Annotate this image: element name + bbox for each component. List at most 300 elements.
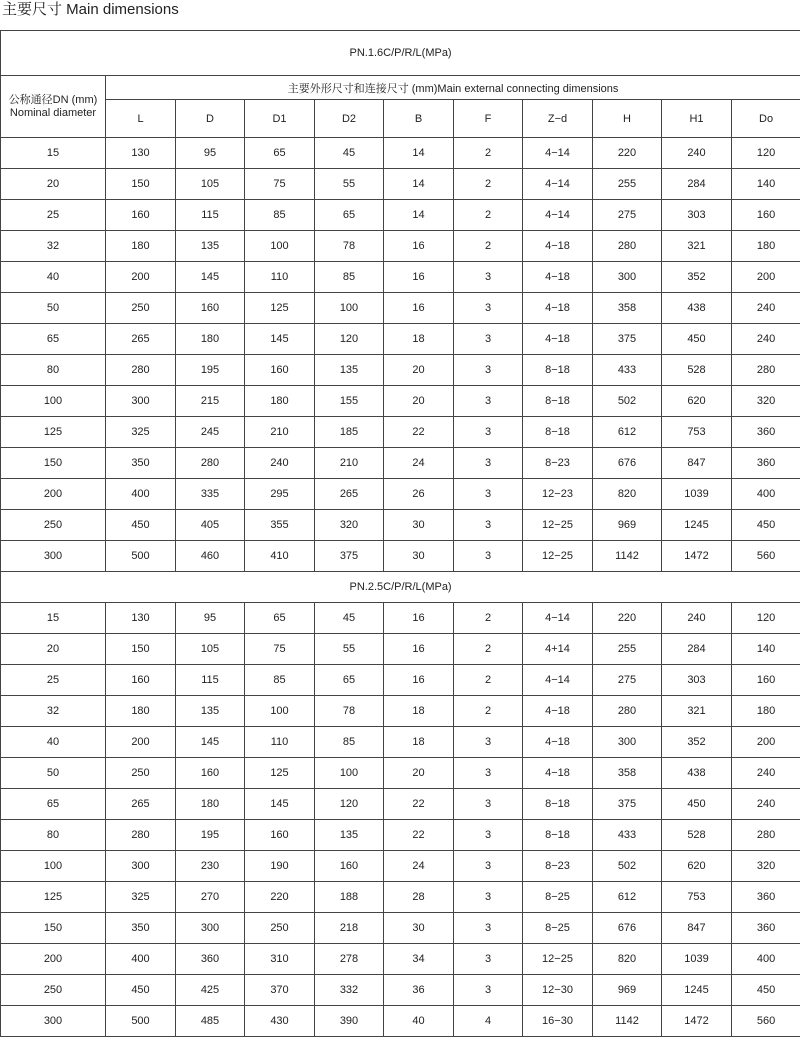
table-row: [1, 448, 800, 479]
table-cell: 2: [454, 665, 523, 696]
table-cell: 500: [106, 1006, 176, 1037]
section-header-row: [1, 572, 800, 603]
table-cell: 120: [315, 789, 384, 820]
table-cell: 120: [732, 138, 800, 169]
table-cell: 14: [384, 200, 454, 231]
table-cell: 620: [662, 386, 732, 417]
table-cell: 145: [245, 324, 315, 355]
table-cell: 410: [245, 541, 315, 572]
table-cell: 200: [732, 727, 800, 758]
table-cell: 460: [176, 541, 245, 572]
table-cell: 4+14: [523, 634, 593, 665]
table-cell: 135: [176, 696, 245, 727]
table-cell: 220: [593, 138, 662, 169]
table-cell: 150: [106, 169, 176, 200]
dimensions-table: [0, 30, 800, 1034]
table-cell: 8−25: [523, 882, 593, 913]
table-cell: 1472: [662, 541, 732, 572]
table-cell: 8−23: [523, 851, 593, 882]
table-cell: 195: [176, 355, 245, 386]
table-cell: 250: [106, 758, 176, 789]
table-cell: 130: [106, 603, 176, 634]
nominal-diameter-cell: 65: [1, 789, 106, 820]
table-cell: 255: [593, 169, 662, 200]
nominal-diameter-cell: 200: [1, 944, 106, 975]
column-header: D2: [315, 100, 384, 138]
table-cell: 1142: [593, 541, 662, 572]
table-cell: 390: [315, 1006, 384, 1037]
table-cell: 265: [106, 324, 176, 355]
table-cell: 3: [454, 324, 523, 355]
table-cell: 1472: [662, 1006, 732, 1037]
table-cell: 4: [454, 1006, 523, 1037]
table-cell: 3: [454, 417, 523, 448]
table-cell: 160: [245, 355, 315, 386]
nominal-diameter-cell: 65: [1, 324, 106, 355]
nominal-diameter-cell: 125: [1, 882, 106, 913]
table-cell: 450: [732, 510, 800, 541]
table-row: [1, 169, 800, 200]
table-cell: 3: [454, 851, 523, 882]
nominal-diameter-cell: 15: [1, 138, 106, 169]
table-cell: 485: [176, 1006, 245, 1037]
table-cell: 16: [384, 603, 454, 634]
table-row: [1, 541, 800, 572]
table-cell: 3: [454, 975, 523, 1006]
table-cell: 1039: [662, 479, 732, 510]
table-cell: 1039: [662, 944, 732, 975]
table-cell: 180: [732, 696, 800, 727]
nominal-diameter-header: [1, 76, 106, 138]
table-cell: 1142: [593, 1006, 662, 1037]
table-cell: 240: [732, 789, 800, 820]
table-row: [1, 386, 800, 417]
table-cell: 360: [176, 944, 245, 975]
table-cell: 120: [732, 603, 800, 634]
table-cell: 20: [384, 386, 454, 417]
table-cell: 24: [384, 851, 454, 882]
table-cell: 240: [732, 758, 800, 789]
table-cell: 160: [176, 758, 245, 789]
nominal-diameter-cell: 300: [1, 541, 106, 572]
page-title: 主要尺寸 Main dimensions: [2, 1, 179, 18]
table-cell: 16: [384, 231, 454, 262]
table-row: [1, 944, 800, 975]
table-cell: 300: [593, 727, 662, 758]
table-cell: 85: [315, 727, 384, 758]
table-cell: 12−25: [523, 510, 593, 541]
table-cell: 2: [454, 231, 523, 262]
nominal-diameter-cell: 200: [1, 479, 106, 510]
table-cell: 2: [454, 138, 523, 169]
table-cell: 560: [732, 1006, 800, 1037]
nominal-diameter-cell: 300: [1, 1006, 106, 1037]
table-cell: 12−25: [523, 944, 593, 975]
column-header: D1: [245, 100, 315, 138]
table-cell: 210: [245, 417, 315, 448]
table-cell: 230: [176, 851, 245, 882]
column-header: H1: [662, 100, 732, 138]
table-cell: 528: [662, 820, 732, 851]
table-cell: 820: [593, 479, 662, 510]
table-cell: 295: [245, 479, 315, 510]
table-cell: 3: [454, 913, 523, 944]
table-cell: 2: [454, 634, 523, 665]
table-cell: 18: [384, 324, 454, 355]
nominal-diameter-cell: 80: [1, 355, 106, 386]
table-cell: 130: [106, 138, 176, 169]
table-cell: 115: [176, 200, 245, 231]
nominal-diameter-cell: 25: [1, 665, 106, 696]
table-cell: 325: [106, 882, 176, 913]
table-cell: 215: [176, 386, 245, 417]
table-cell: 375: [315, 541, 384, 572]
table-cell: 8−18: [523, 820, 593, 851]
section-pressure-label: PN.1.6C/P/R/L(MPa): [1, 31, 800, 76]
column-header: L: [106, 100, 176, 138]
table-cell: 55: [315, 634, 384, 665]
table-cell: 3: [454, 789, 523, 820]
table-cell: 375: [593, 324, 662, 355]
table-cell: 16: [384, 665, 454, 696]
table-cell: 24: [384, 448, 454, 479]
table-cell: 180: [106, 231, 176, 262]
column-header: D: [176, 100, 245, 138]
table-cell: 352: [662, 262, 732, 293]
table-row: [1, 727, 800, 758]
table-cell: 3: [454, 448, 523, 479]
table-cell: 75: [245, 169, 315, 200]
table-cell: 275: [593, 200, 662, 231]
table-cell: 22: [384, 789, 454, 820]
table-cell: 22: [384, 820, 454, 851]
table-cell: 265: [106, 789, 176, 820]
table-cell: 400: [106, 944, 176, 975]
nominal-diameter-header-en: Nominal diameter: [9, 106, 97, 119]
table-cell: 450: [106, 975, 176, 1006]
table-cell: 358: [593, 293, 662, 324]
table-cell: 320: [732, 851, 800, 882]
table-cell: 100: [245, 231, 315, 262]
table-cell: 3: [454, 386, 523, 417]
table-cell: 218: [315, 913, 384, 944]
table-cell: 22: [384, 417, 454, 448]
table-cell: 303: [662, 200, 732, 231]
table-cell: 2: [454, 200, 523, 231]
table-cell: 18: [384, 696, 454, 727]
table-cell: 350: [106, 913, 176, 944]
table-cell: 4−18: [523, 696, 593, 727]
table-cell: 325: [106, 417, 176, 448]
table-cell: 78: [315, 231, 384, 262]
table-row: [1, 138, 800, 169]
table-cell: 3: [454, 479, 523, 510]
nominal-diameter-cell: 150: [1, 913, 106, 944]
table-cell: 180: [176, 789, 245, 820]
table-cell: 18: [384, 727, 454, 758]
table-cell: 3: [454, 293, 523, 324]
table-cell: 100: [245, 696, 315, 727]
table-cell: 310: [245, 944, 315, 975]
table-cell: 26: [384, 479, 454, 510]
table-cell: 360: [732, 448, 800, 479]
table-cell: 85: [315, 262, 384, 293]
table-cell: 405: [176, 510, 245, 541]
nominal-diameter-cell: 50: [1, 758, 106, 789]
table-cell: 358: [593, 758, 662, 789]
table-cell: 135: [315, 355, 384, 386]
table-cell: 125: [245, 758, 315, 789]
table-cell: 220: [593, 603, 662, 634]
table-cell: 16−30: [523, 1006, 593, 1037]
table-cell: 105: [176, 634, 245, 665]
table-cell: 75: [245, 634, 315, 665]
table-cell: 210: [315, 448, 384, 479]
table-cell: 2: [454, 696, 523, 727]
table-cell: 8−25: [523, 913, 593, 944]
table-row: [1, 882, 800, 913]
table-cell: 100: [315, 293, 384, 324]
table-cell: 2: [454, 603, 523, 634]
table-cell: 8−18: [523, 417, 593, 448]
table-row: [1, 355, 800, 386]
table-cell: 16: [384, 262, 454, 293]
table-row: [1, 975, 800, 1006]
table-cell: 753: [662, 882, 732, 913]
table-cell: 4−18: [523, 231, 593, 262]
nominal-diameter-cell: 40: [1, 727, 106, 758]
table-cell: 303: [662, 665, 732, 696]
table-cell: 150: [106, 634, 176, 665]
table-cell: 45: [315, 603, 384, 634]
table-cell: 155: [315, 386, 384, 417]
table-row: [1, 324, 800, 355]
table-cell: 3: [454, 882, 523, 913]
table-cell: 12−25: [523, 541, 593, 572]
table-cell: 320: [315, 510, 384, 541]
nominal-diameter-cell: 100: [1, 851, 106, 882]
table-cell: 8−18: [523, 355, 593, 386]
table-row: [1, 758, 800, 789]
table-cell: 240: [662, 603, 732, 634]
table-cell: 430: [245, 1006, 315, 1037]
table-cell: 321: [662, 231, 732, 262]
table-cell: 160: [732, 665, 800, 696]
table-cell: 55: [315, 169, 384, 200]
table-cell: 560: [732, 541, 800, 572]
table-cell: 240: [662, 138, 732, 169]
table-cell: 969: [593, 975, 662, 1006]
table-row: [1, 262, 800, 293]
dimensions-header: 主要外形尺寸和连接尺寸 (mm)Main external connecting dimensions: [106, 76, 800, 100]
section-pressure-label: PN.2.5C/P/R/L(MPa): [1, 572, 800, 603]
table-cell: 3: [454, 820, 523, 851]
table-cell: 34: [384, 944, 454, 975]
table-cell: 620: [662, 851, 732, 882]
table-cell: 612: [593, 882, 662, 913]
table-cell: 360: [732, 913, 800, 944]
table-cell: 612: [593, 417, 662, 448]
table-cell: 275: [593, 665, 662, 696]
table-cell: 847: [662, 448, 732, 479]
table-cell: 400: [732, 479, 800, 510]
table-cell: 140: [732, 634, 800, 665]
table-cell: 400: [106, 479, 176, 510]
table-cell: 200: [732, 262, 800, 293]
table-cell: 4−18: [523, 293, 593, 324]
table-cell: 4−14: [523, 138, 593, 169]
table-cell: 4−14: [523, 200, 593, 231]
table-row: [1, 820, 800, 851]
table-cell: 280: [732, 355, 800, 386]
table-row: [1, 851, 800, 882]
table-row: [1, 417, 800, 448]
table-cell: 78: [315, 696, 384, 727]
table-cell: 95: [176, 603, 245, 634]
table-cell: 350: [106, 448, 176, 479]
table-cell: 180: [732, 231, 800, 262]
table-cell: 352: [662, 727, 732, 758]
table-cell: 360: [732, 882, 800, 913]
table-row: [1, 479, 800, 510]
table-row: [1, 1006, 800, 1037]
nominal-diameter-cell: 50: [1, 293, 106, 324]
nominal-diameter-cell: 250: [1, 975, 106, 1006]
table-cell: 270: [176, 882, 245, 913]
table-cell: 135: [315, 820, 384, 851]
table-cell: 300: [106, 851, 176, 882]
table-cell: 3: [454, 758, 523, 789]
table-cell: 180: [245, 386, 315, 417]
table-cell: 160: [315, 851, 384, 882]
table-cell: 438: [662, 758, 732, 789]
table-cell: 240: [245, 448, 315, 479]
table-cell: 95: [176, 138, 245, 169]
table-cell: 300: [176, 913, 245, 944]
table-cell: 28: [384, 882, 454, 913]
table-cell: 820: [593, 944, 662, 975]
table-cell: 438: [662, 293, 732, 324]
table-cell: 3: [454, 262, 523, 293]
table-cell: 753: [662, 417, 732, 448]
table-cell: 115: [176, 665, 245, 696]
table-cell: 185: [315, 417, 384, 448]
table-cell: 110: [245, 727, 315, 758]
table-cell: 450: [106, 510, 176, 541]
table-cell: 400: [732, 944, 800, 975]
nominal-diameter-cell: 32: [1, 231, 106, 262]
nominal-diameter-cell: 250: [1, 510, 106, 541]
table-row: [1, 231, 800, 262]
table-cell: 250: [106, 293, 176, 324]
table-cell: 135: [176, 231, 245, 262]
table-cell: 360: [732, 417, 800, 448]
table-cell: 355: [245, 510, 315, 541]
table-cell: 160: [106, 200, 176, 231]
table-cell: 145: [176, 727, 245, 758]
nominal-diameter-cell: 20: [1, 634, 106, 665]
table-cell: 676: [593, 913, 662, 944]
table-cell: 8−18: [523, 386, 593, 417]
table-row: [1, 665, 800, 696]
table-row: [1, 913, 800, 944]
table-cell: 85: [245, 665, 315, 696]
table-cell: 245: [176, 417, 245, 448]
table-cell: 300: [106, 386, 176, 417]
table-cell: 160: [245, 820, 315, 851]
column-header: B: [384, 100, 454, 138]
table-cell: 125: [245, 293, 315, 324]
table-cell: 8−18: [523, 789, 593, 820]
table-cell: 145: [176, 262, 245, 293]
table-cell: 375: [593, 789, 662, 820]
column-header: Do: [732, 100, 800, 138]
nominal-diameter-header-cn: 公称通径DN (mm): [8, 93, 98, 106]
column-header: Z−d: [523, 100, 593, 138]
table-cell: 3: [454, 510, 523, 541]
table-cell: 14: [384, 169, 454, 200]
table-cell: 140: [732, 169, 800, 200]
table-cell: 30: [384, 913, 454, 944]
table-cell: 110: [245, 262, 315, 293]
table-cell: 433: [593, 820, 662, 851]
table-cell: 180: [106, 696, 176, 727]
table-cell: 1245: [662, 975, 732, 1006]
column-header: H: [593, 100, 662, 138]
table-cell: 300: [593, 262, 662, 293]
table-cell: 280: [593, 231, 662, 262]
table-cell: 4−14: [523, 665, 593, 696]
table-cell: 40: [384, 1006, 454, 1037]
table-cell: 180: [176, 324, 245, 355]
table-cell: 65: [245, 138, 315, 169]
table-cell: 4−18: [523, 262, 593, 293]
table-cell: 16: [384, 634, 454, 665]
table-cell: 284: [662, 169, 732, 200]
table-cell: 450: [732, 975, 800, 1006]
nominal-diameter-cell: 100: [1, 386, 106, 417]
table-cell: 284: [662, 634, 732, 665]
section-header-row: [1, 31, 800, 76]
table-row: [1, 696, 800, 727]
nominal-diameter-cell: 80: [1, 820, 106, 851]
table-cell: 45: [315, 138, 384, 169]
table-cell: 12−30: [523, 975, 593, 1006]
table-cell: 240: [732, 324, 800, 355]
table-cell: 220: [245, 882, 315, 913]
table-row: [1, 200, 800, 231]
nominal-diameter-cell: 125: [1, 417, 106, 448]
table-cell: 433: [593, 355, 662, 386]
table-cell: 847: [662, 913, 732, 944]
table-cell: 1245: [662, 510, 732, 541]
table-cell: 280: [106, 355, 176, 386]
table-cell: 425: [176, 975, 245, 1006]
table-cell: 278: [315, 944, 384, 975]
table-cell: 12−23: [523, 479, 593, 510]
table-cell: 502: [593, 386, 662, 417]
table-row: [1, 510, 800, 541]
table-cell: 332: [315, 975, 384, 1006]
table-cell: 20: [384, 355, 454, 386]
table-cell: 3: [454, 541, 523, 572]
table-cell: 30: [384, 541, 454, 572]
nominal-diameter-cell: 40: [1, 262, 106, 293]
table-cell: 105: [176, 169, 245, 200]
column-header-row: [1, 100, 800, 138]
table-cell: 321: [662, 696, 732, 727]
table-cell: 450: [662, 324, 732, 355]
